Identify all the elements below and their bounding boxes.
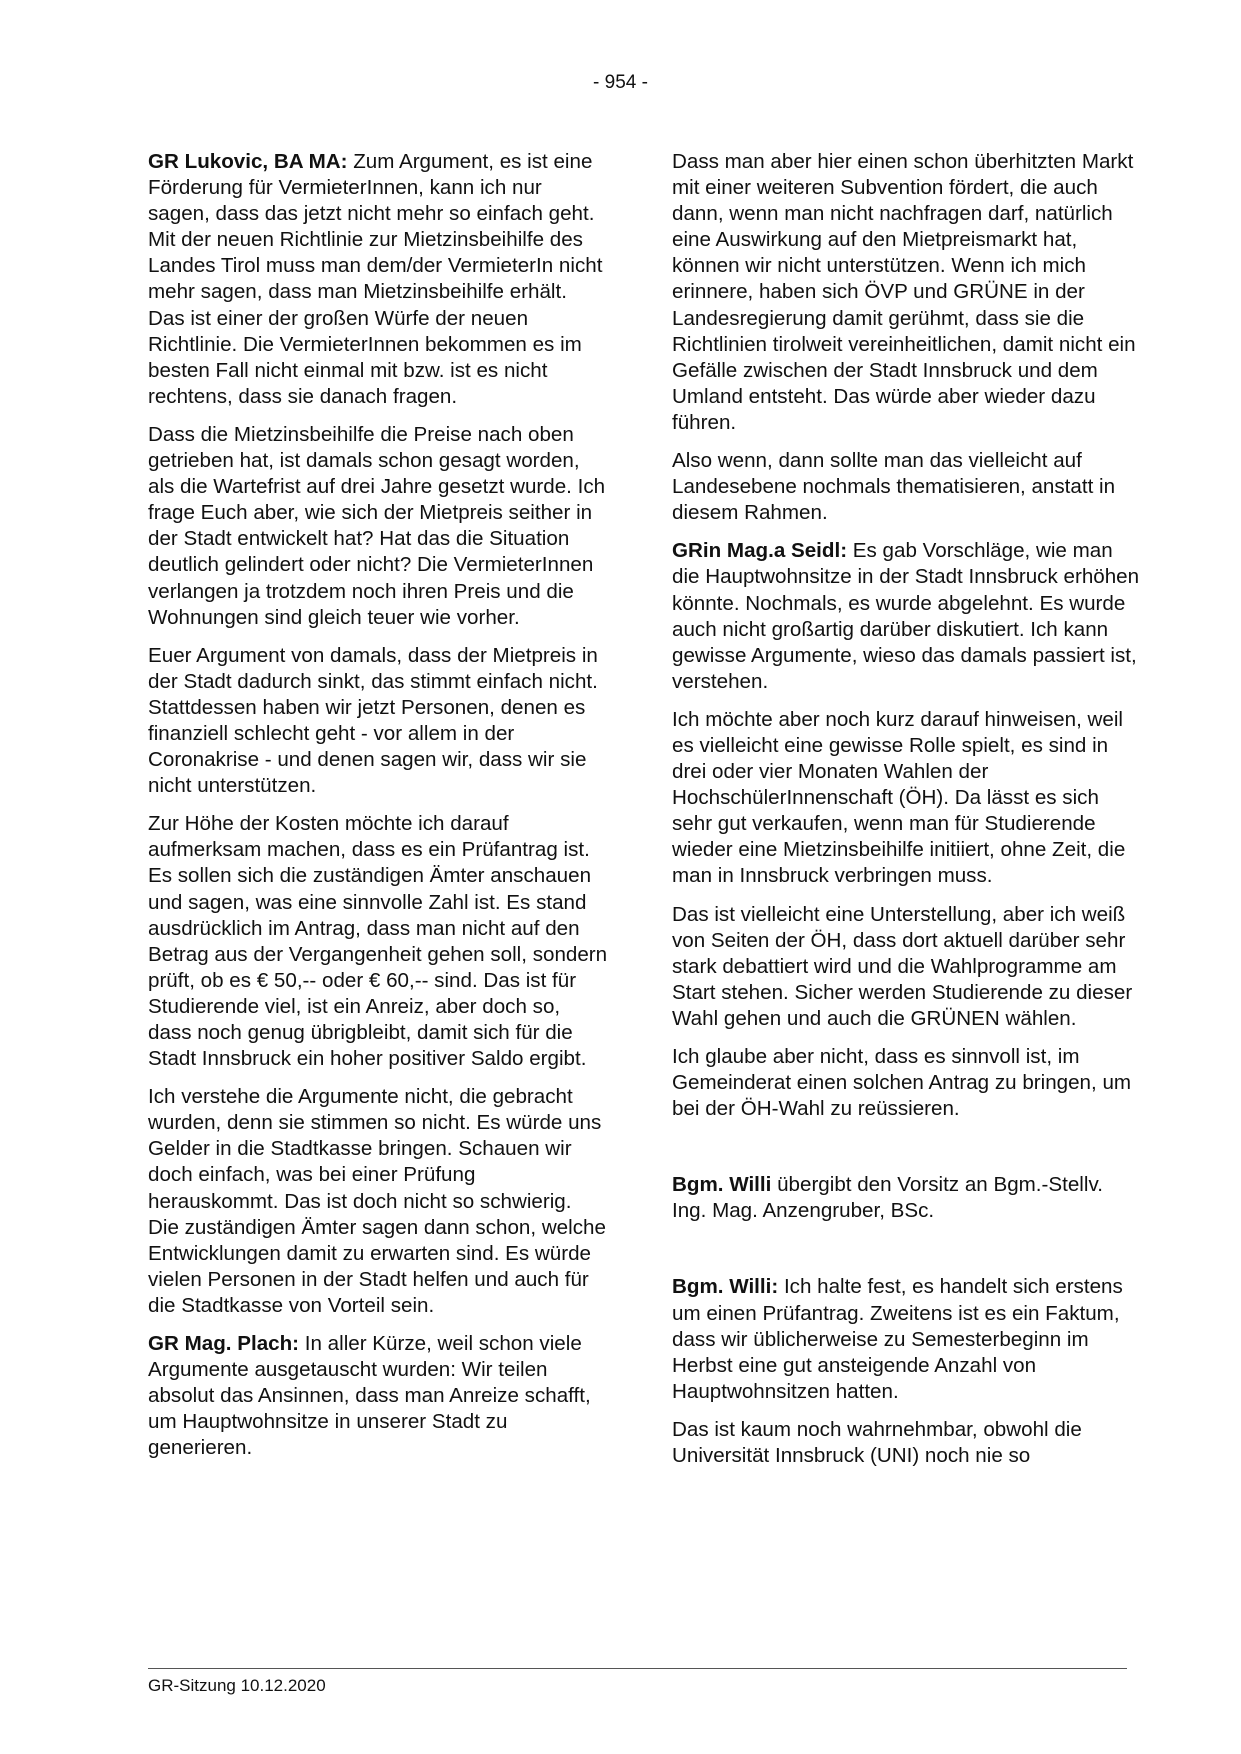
paragraph-text: In aller Kürze, weil schon viele Argumente ausgetauscht wurden: Wir teilen absolut das Ansinnen, dass man Anreize schafft, um Hauptwohnsitze in unserer Stadt zu generieren. — [148, 1332, 591, 1460]
paragraph — [672, 707, 1142, 890]
paragraph — [672, 1172, 1142, 1224]
paragraph-text: Ich möchte aber noch kurz darauf hinweisen, weil es vielleicht eine gewisse Rolle spielt, es sind in drei oder vier Monaten Wahlen der HochschülerInnenschaft (ÖH). Da lässt es sich sehr gut verkaufen, wenn man für Studierende wieder eine Mietzinsbeihilfe initiiert, ohne Zeit, die man in Innsbruck verbringen muss. — [672, 707, 1126, 888]
paragraph — [672, 448, 1142, 526]
left-column — [148, 149, 608, 1474]
paragraph — [672, 902, 1142, 1032]
paragraph-text: Es gab Vorschläge, wie man die Hauptwohnsitze in der Stadt Innsbruck erhöhen könnte. Nochmals, es wurde abgelehnt. Es wurde auch nicht großartig darüber diskutiert. Ich kann gewisse Argumente, wieso das damals passiert ist, verstehen. — [672, 539, 1140, 693]
paragraph-text: Ich glaube aber nicht, dass es sinnvoll ist, im Gemeinderat einen solchen Antrag zu bringen, um bei der ÖH-Wahl zu reüssieren. — [672, 1045, 1132, 1121]
paragraph — [148, 149, 608, 410]
paragraph-text: Das ist vielleicht eine Unterstellung, aber ich weiß von Seiten der ÖH, dass dort aktuell darüber sehr stark debattiert wird und die Wahlprogramme am Start stehen. Sicher werden Studierende zu dieser Wahl gehen und auch die GRÜNEN wählen. — [672, 902, 1133, 1030]
page-number: - 954 - — [593, 72, 648, 93]
paragraph-text: Zum Argument, es ist eine Förderung für VermieterInnen, kann ich nur sagen, dass das jetzt nicht mehr so einfach geht. Mit der neuen Richtlinie zur Mietzinsbeihilfe des Landes Tirol muss man dem/der VermieterIn nicht mehr sagen, dass man Mietzinsbeihilfe erhält. Das ist einer der großen Würfe der neuen Richtlinie. Die VermieterInnen bekommen es im besten Fall nicht einmal mit bzw. ist es nicht rechtens, dass sie danach fragen. — [148, 150, 603, 408]
paragraph-text: Dass man aber hier einen schon überhitzten Markt mit einer weiteren Subvention fördert, die auch dann, wenn man nicht nachfragen darf, natürlich eine Auswirkung auf den Mietpreismarkt hat, können wir nicht unterstützen. Wenn ich mich erinnere, haben sich ÖVP und GRÜNE in der Landesregierung damit gerühmt, dass sie die Richtlinien tirolweit vereinheitlichen, damit nicht ein Gefälle zwischen der Stadt Innsbruck und dem Umland entsteht. Das würde aber wieder dazu führen. — [672, 150, 1136, 434]
paragraph — [672, 149, 1142, 436]
speaker-name: GR Lukovic, BA MA: — [148, 150, 348, 173]
paragraph-text: übergibt den Vorsitz an Bgm.-Stellv. Ing. Mag. Anzengruber, BSc. — [672, 1173, 1103, 1223]
speaker-name: Bgm. Willi: — [672, 1275, 779, 1299]
paragraph — [148, 1331, 608, 1461]
paragraph — [672, 1417, 1142, 1469]
paragraph — [672, 1274, 1142, 1404]
right-column — [672, 149, 1142, 1481]
paragraph-text: Ich halte fest, es handelt sich erstens um einen Prüfantrag. Zweitens ist es ein Faktum, dass wir üblicherweise zu Semesterbeginn im Herbst eine gut ansteigende Anzahl von Hauptwohnsitzen hatten. — [672, 1275, 1123, 1403]
paragraph — [148, 643, 608, 800]
footer-divider — [148, 1668, 1127, 1669]
paragraph — [672, 538, 1142, 695]
paragraph-text: Euer Argument von damals, dass der Mietpreis in der Stadt dadurch sinkt, das stimmt einfach nicht. Stattdessen haben wir jetzt Personen, denen es finanziell schlecht geht - vor allem in der Coronakrise - und denen sagen wir, dass wir sie nicht unterstützen. — [148, 643, 598, 798]
speaker-name: GRin Mag.a Seidl: — [672, 539, 848, 563]
footer-session-label: GR-Sitzung 10.12.2020 — [148, 1676, 326, 1695]
paragraph — [148, 811, 608, 1072]
paragraph-text: Zur Höhe der Kosten möchte ich darauf aufmerksam machen, dass es ein Prüfantrag ist. Es sollen sich die zuständigen Ämter anschauen und sagen, was eine sinnvolle Zahl ist. Es stand ausdrücklich im Antrag, dass man nicht auf den Betrag aus der Vergangenheit gehen soll, sondern prüft, ob es € 50,-- oder € 60,-- sind. Das ist für Studierende viel, ist ein Anreiz, aber doch so, dass noch genug übrigbleibt, damit sich für die Stadt Innsbruck ein hoher positiver Saldo ergibt. — [148, 812, 608, 1071]
paragraph — [148, 422, 608, 631]
paragraph-text: Das ist kaum noch wahrnehmbar, obwohl die Universität Innsbruck (UNI) noch nie so — [672, 1417, 1082, 1468]
speaker-name: GR Mag. Plach: — [148, 1332, 300, 1356]
paragraph-text: Dass die Mietzinsbeihilfe die Preise nach oben getrieben hat, ist damals schon gesagt worden, als die Wartefrist auf drei Jahre gesetzt wurde. Ich frage Euch aber, wie sich der Mietpreis seither in der Stadt entwickelt hat? Hat das die Situation deutlich gelindert oder nicht? Die VermieterInnen verlangen ja trotzdem noch ihren Preis und die Wohnungen sind gleich teuer wie vorher. — [148, 422, 606, 629]
paragraph-text: Ich verstehe die Argumente nicht, die gebracht wurden, denn sie stimmen so nicht. Es würde uns Gelder in die Stadtkasse bringen. Schauen wir doch einfach, was bei einer Prüfung herauskommt. Das ist doch nicht so schwierig. Die zuständigen Ämter sagen dann schon, welche Entwicklungen damit zu erwarten sind. Es würde vielen Personen in der Stadt helfen und auch für die Stadtkasse von Vorteil sein. — [148, 1085, 606, 1317]
paragraph-text: Also wenn, dann sollte man das vielleicht auf Landesebene nochmals thematisieren, anstatt in diesem Rahmen. — [672, 449, 1116, 525]
speaker-name: Bgm. Willi — [672, 1173, 772, 1197]
paragraph — [148, 1084, 608, 1319]
paragraph — [672, 1044, 1142, 1122]
